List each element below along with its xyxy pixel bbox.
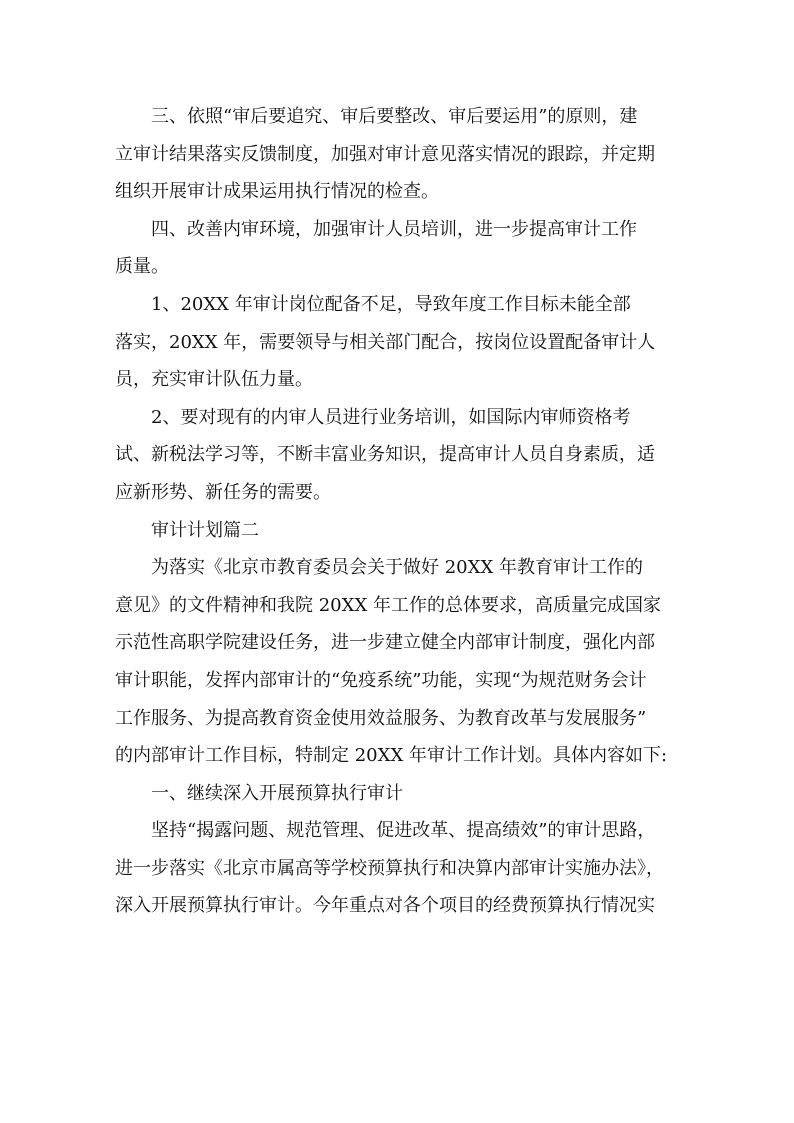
section-heading: [115, 512, 683, 550]
paragraph-item-1: [115, 286, 683, 399]
document-body: [115, 98, 683, 925]
text-line: 员，充实审计队伍力量。: [115, 369, 313, 391]
heading-line: 一、继续深入开展预算执行审计: [151, 782, 403, 804]
text-line: 1、20XX 年审计岗位配备不足，导致年度工作目标未能全部: [151, 293, 631, 315]
text-line: 意见》的文件精神和我院 20XX 年工作的总体要求，高质量完成国家: [115, 594, 661, 616]
paragraph-budget-audit: [115, 812, 683, 925]
text-line: 坚持“揭露问题、规范管理、促进改革、提高绩效”的审计思路，: [151, 820, 656, 842]
text-line: 2、要对现有的内审人员进行业务培训，如国际内审师资格考: [151, 406, 631, 428]
text-line: 三、依照“审后要追究、审后要整改、审后要运用”的原则，建: [151, 106, 638, 127]
text-line: 的内部审计工作目标，特制定 20XX 年审计工作计划。具体内容如下:: [115, 745, 668, 767]
text-line: 质量。: [115, 256, 169, 278]
text-line: 深入开展预算执行审计。今年重点对各个项目的经费预算执行情况实: [115, 895, 655, 917]
text-line: 工作服务、为提高教育资金使用效益服务、为教育改革与发展服务”: [115, 707, 647, 729]
paragraph-intro: [115, 549, 683, 775]
paragraph-environment: [115, 211, 683, 286]
text-line: 落实，20XX 年，需要领导与相关部门配合，按岗位设置配备审计人: [115, 331, 656, 353]
text-line: 立审计结果落实反馈制度，加强对审计意见落实情况的跟踪，并定期: [115, 143, 655, 165]
text-line: 进一步落实《北京市属高等学校预算执行和决算内部审计实施办法》，: [115, 857, 664, 879]
paragraph-principle: [115, 98, 683, 211]
text-line: 为落实《北京市教育委员会关于做好 20XX 年教育审计工作的: [151, 557, 643, 579]
text-line: 应新形势、新任务的需要。: [115, 481, 331, 503]
paragraph-item-2: [115, 399, 683, 512]
text-line: 审计职能，发挥内部审计的“免疫系统”功能，实现“为规范财务会计: [115, 669, 647, 691]
text-line: 组织开展审计成果运用执行情况的检查。: [115, 181, 439, 203]
text-line: 试、新税法学习等，不断丰富业务知识，提高审计人员自身素质，适: [115, 444, 655, 466]
subheading-budget-audit: [115, 775, 683, 813]
heading-line: 审计计划篇二: [151, 519, 259, 541]
text-line: 四、改善内审环境，加强审计人员培训，进一步提高审计工作: [151, 218, 637, 240]
text-line: 示范性高职学院建设任务，进一步建立健全内部审计制度，强化内部: [115, 632, 655, 654]
